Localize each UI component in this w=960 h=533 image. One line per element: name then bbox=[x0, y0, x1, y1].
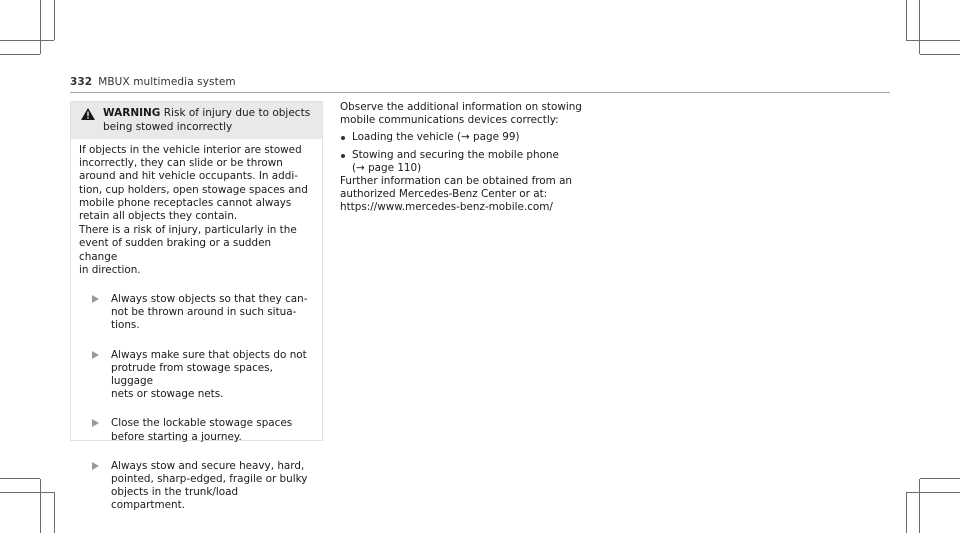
step-arrow-icon bbox=[92, 462, 99, 470]
warning-label: WARNING bbox=[103, 107, 161, 119]
list-item[interactable]: Loading the vehicle (→ page 99) bbox=[340, 131, 605, 144]
warning-header bbox=[71, 102, 322, 139]
warning-paragraph: If objects in the vehicle interior are stowed incorrectly, they can slide or be thrown around and hit vehicle occupants. In addi- tion, cup holders, open stowage spaces and mobile phone receptacles cannot always retain all objects they contain. bbox=[79, 144, 308, 223]
warning-paragraph: There is a risk of injury, particularly in the event of sudden braking or a sudden change in direction. bbox=[79, 224, 297, 276]
crop-mark bbox=[0, 54, 40, 55]
warning-title-line: WARNING Risk of injury due to objects bbox=[103, 107, 311, 119]
step-arrow-icon bbox=[92, 419, 99, 427]
crop-mark bbox=[40, 479, 41, 533]
url-link[interactable]: https://www.mercedes-benz-mobile.com/ bbox=[340, 201, 553, 214]
crop-mark bbox=[54, 0, 55, 40]
warning-step: Close the lockable stowage spaces before starting a journey. bbox=[79, 417, 312, 443]
crop-mark bbox=[0, 492, 54, 493]
crop-mark bbox=[920, 54, 960, 55]
crop-mark bbox=[906, 40, 960, 41]
warning-box bbox=[70, 101, 323, 512]
crop-mark bbox=[906, 0, 907, 40]
warning-body bbox=[71, 139, 322, 513]
warning-step: Always stow objects so that they can- not be thrown around in such situa- tions. bbox=[79, 293, 312, 333]
warning-triangle-icon bbox=[81, 108, 95, 120]
crop-mark bbox=[0, 478, 40, 479]
section-title: MBUX multimedia system bbox=[98, 76, 236, 88]
right-column bbox=[340, 101, 605, 215]
warning-title-line: being stowed incorrectly bbox=[103, 120, 233, 133]
crop-mark bbox=[54, 492, 55, 533]
page-header bbox=[70, 76, 236, 88]
crop-mark bbox=[906, 492, 907, 533]
crop-mark bbox=[919, 0, 920, 54]
crop-mark bbox=[919, 479, 920, 533]
list-item[interactable]: Stowing and securing the mobile phone (→ page 110) bbox=[340, 149, 605, 175]
step-arrow-icon bbox=[92, 295, 99, 303]
outro-paragraph: Further information can be obtained from an authorized Mercedes-Benz Center or at: https://www.mercedes-benz-mobile.com/ bbox=[340, 175, 573, 214]
warning-step: Always make sure that objects do not protrude from stowage spaces, luggage nets or stowage nets. bbox=[79, 349, 312, 402]
crop-mark bbox=[920, 478, 960, 479]
step-arrow-icon bbox=[92, 351, 99, 359]
crop-mark bbox=[40, 0, 41, 54]
intro-paragraph: Observe the additional information on stowing mobile communications devices correctly: bbox=[340, 101, 582, 127]
page-number: 332 bbox=[70, 76, 93, 88]
bullet-icon bbox=[341, 136, 345, 140]
bullet-icon bbox=[341, 154, 345, 158]
crop-mark bbox=[0, 40, 54, 41]
header-rule bbox=[70, 92, 890, 93]
crop-mark bbox=[906, 492, 960, 493]
warning-step: Always stow and secure heavy, hard, pointed, sharp-edged, fragile or bulky objects in the trunk/load compartment. bbox=[79, 460, 312, 513]
